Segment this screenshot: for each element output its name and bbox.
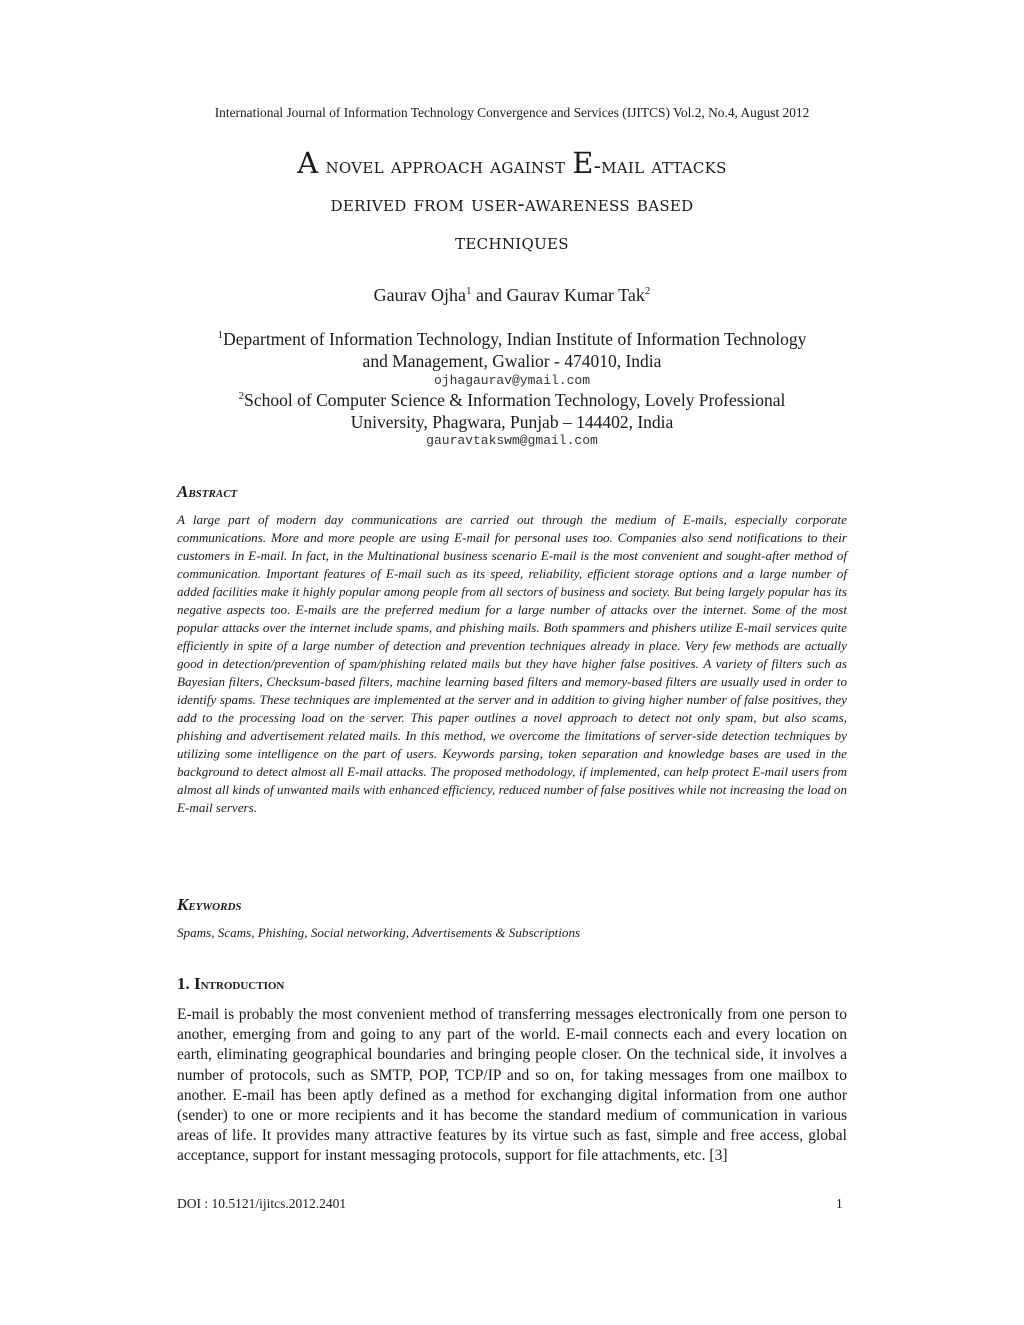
affiliation-2 <box>170 389 854 433</box>
title-initial-a: A <box>297 146 319 180</box>
abstract-heading-rest: bstract <box>188 485 238 501</box>
running-header: International Journal of Information Technology Convergence and Services (IJITCS) Vol.2, No.4, August 2012 <box>214 105 810 120</box>
affiliation-2-line-1: School of Computer Science & Information Technology, Lovely Professional <box>244 390 786 410</box>
page-number: 1 <box>836 1196 843 1211</box>
affiliation-1 <box>170 328 854 372</box>
abstract-heading <box>177 482 237 502</box>
title-line-1 <box>297 146 727 180</box>
introduction-heading-number: 1. <box>177 974 194 993</box>
abstract-heading-initial: A <box>177 482 189 501</box>
affiliation-2-mark: 2 <box>238 390 245 403</box>
affiliation-2-line-2: University, Phagwara, Punjab – 144402, India <box>350 412 674 432</box>
keywords-heading-initial: K <box>177 895 189 914</box>
affiliation-1-line-2: and Management, Gwalior - 474010, India <box>362 351 662 371</box>
author-2: and Gaurav Kumar Tak <box>471 285 645 305</box>
introduction-heading <box>177 974 284 994</box>
doi-footer[interactable]: DOI : 10.5121/ijitcs.2012.2401 <box>177 1196 347 1211</box>
author-2-affiliation-mark: 2 <box>644 285 651 297</box>
abstract-text: A large part of modern day communications are carried out through the medium of E-mails, especially corporate communications. More and more people are using E-mail for personal uses too. Companies also send notifications to their customers in E-mail. In fact, in the Multinational business scenario E-mail is the most convenient and sought-after method of communication. Important features of E-mail such as its speed, reliability, efficient storage options and a large number of added facilities make it highly popular among people from all sectors of business and society. But being largely popular has its negative aspects too. E-mails are the preferred medium for a large number of attacks over the internet. Some of the most popular attacks over the internet include spams, and phishing mails. Both spammers and phishers utilize E-mail services quite efficiently in spite of a large number of detection and prevention techniques already in place. Very few methods are actually good in detection/prevention of spam/phishing related mails but they have higher false positives. A variety of filters such as Bayesian filters, Checksum-based filters, machine learning based filters and memory-based filters are usually used in order to identify spams. These techniques are implemented at the server and in addition to giving higher number of false positives, they add to the processing load on the server. This paper outlines a novel approach to detect not only spam, but also scams, phishing and advertisement related mails. In this method, we overcome the limitations of server-side detection techniques by utilizing some intelligence on the part of users. Keywords parsing, token separation and knowledge bases are used in the background to detect almost all E-mail attacks. The proposed methodology, if implemented, can help protect E-mail users from almost all kinds of unwanted mails with enhanced efficiency, reduced number of false positives while not increasing the load on E-mail servers. <box>177 512 847 815</box>
keywords-heading-rest: eywords <box>188 898 242 914</box>
keywords-text: Spams, Scams, Phishing, Social networking, Advertisements & Subscriptions <box>177 925 581 940</box>
title-segment: novel approach against <box>318 154 573 178</box>
introduction-heading-rest: ntroduction <box>200 977 285 993</box>
author-1-affiliation-mark: 1 <box>466 285 472 297</box>
author-1-email[interactable]: ojhagaurav@ymail.com <box>433 373 591 388</box>
affiliation-1-mark: 1 <box>217 329 224 342</box>
affiliation-1-line-1: Department of Information Technology, Indian Institute of Information Technology <box>223 329 807 349</box>
introduction-heading-initial: I <box>194 974 201 993</box>
title-line-2: derived from user-awareness based <box>330 192 694 216</box>
author-list <box>0 285 1024 306</box>
introduction-text: E-mail is probably the most convenient method of transferring messages electronically from one person to another, emerging from and going to any part of the world. E-mail connects each and every location on earth, eliminating geographical boundaries and bringing people closer. On the technical side, it involves a number of protocols, such as SMTP, POP, TCP/IP and so on, for taking messages from one mailbox to another. E-mail has been aptly defined as a method for exchanging digital information from one author (sender) to one or more recipients and it has become the standard medium of communication in various areas of life. It provides many attractive features by its virtue such as fast, simple and free access, global acceptance, support for instant messaging protocols, support for file attachments, etc. [3] <box>177 1006 847 1165</box>
author-2-email[interactable]: gauravtakswm@gmail.com <box>426 433 598 448</box>
title-line-3: techniques <box>455 230 569 254</box>
paper-title <box>150 144 874 261</box>
author-1: Gaurav Ojha <box>373 285 467 305</box>
title-segment-end: -mail attacks <box>593 154 727 178</box>
keywords-heading <box>177 895 242 915</box>
title-initial-e: E <box>572 146 594 180</box>
